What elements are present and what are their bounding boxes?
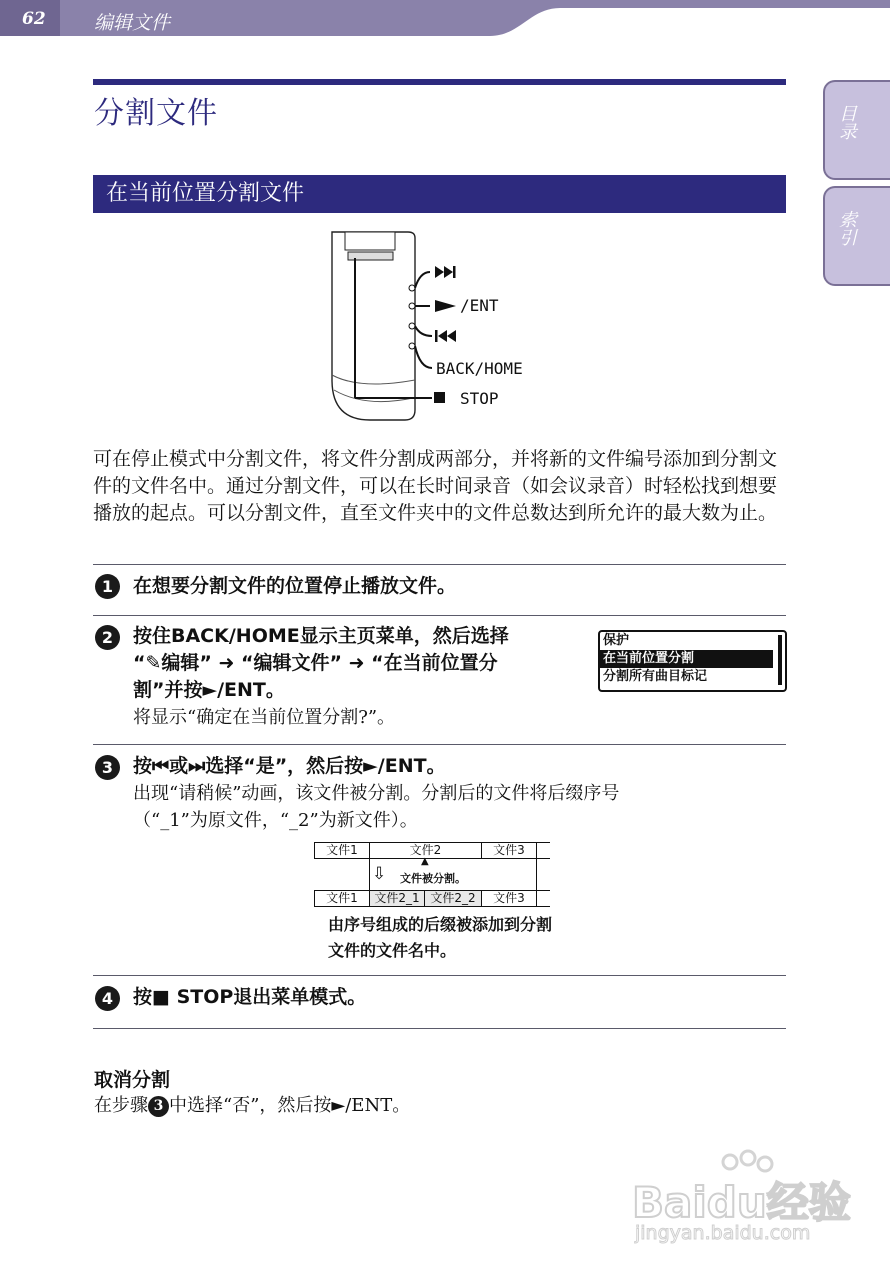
watermark-url: jingyan.baidu.com <box>635 1222 811 1244</box>
step-4-text: 按■ STOP退出菜单模式。 <box>133 986 367 1008</box>
label-play-ent: /ENT <box>460 296 499 315</box>
step-2-line1: 按住BACK/HOME显示主页菜单，然后选择 <box>133 625 509 647</box>
cancel-text <box>94 1092 410 1119</box>
file-cell: 文件3 <box>481 842 537 859</box>
tab-index[interactable] <box>823 186 890 286</box>
prev-icon <box>435 330 456 342</box>
diagram-caption-1: 由序号组成的后缀被添加到分割 <box>328 915 553 934</box>
menu-item: 保护 <box>603 633 630 648</box>
divider <box>93 615 786 616</box>
file-cell: 文件2 <box>369 842 482 859</box>
step-3-text: 按⏮或⏭选择“是”，然后按►/ENT。 <box>133 755 446 777</box>
divider <box>93 744 786 745</box>
cancel-heading: 取消分割 <box>94 1069 171 1091</box>
subheading: 在当前位置分割文件 <box>93 175 786 213</box>
file-cell: 文件3 <box>481 890 537 907</box>
file-cell: 文件2_1 <box>369 890 425 907</box>
divider <box>93 1028 786 1029</box>
step-1-text: 在想要分割文件的位置停止播放文件。 <box>133 575 457 597</box>
file-cell: 文件1 <box>314 842 370 859</box>
step-number-3: 3 <box>95 755 120 780</box>
step-2-line2: “✎编辑” ➜ “编辑文件” ➜ “在当前位置分 <box>133 652 498 674</box>
divider <box>93 975 786 976</box>
step-number-4: 4 <box>95 986 120 1011</box>
baidu-watermark <box>632 1148 852 1248</box>
step-2-line3: 割”并按►/ENT。 <box>133 679 285 701</box>
split-diagram: 文件1 文件2 文件3 ▲ ⇩ 文件被分割。 文件1 文件2_1 文件2_2 文件3 <box>314 842 554 912</box>
cancel-text-b: 中选择“否”，然后按►/ENT。 <box>169 1095 411 1116</box>
menu-item-selected: 在当前位置分割 <box>600 650 773 668</box>
cancel-text-a: 在步骤 <box>94 1095 148 1116</box>
diagram-caption-2: 文件的文件名中。 <box>328 941 457 960</box>
next-icon <box>435 266 456 278</box>
down-arrow-icon: ⇩ <box>372 864 387 884</box>
page-number: 62 <box>22 9 46 29</box>
play-icon <box>435 300 456 312</box>
tab-index-label: 索引 <box>836 210 857 246</box>
svg-text:STOP: STOP <box>460 389 499 408</box>
menu-item: 分割所有曲目标记 <box>603 669 708 684</box>
intro-paragraph: 可在停止模式中分割文件，将文件分割成两部分，并将新的文件编号添加到分割文件的文件名中。通过分割文件，可以在长时间录音（如会议录音）时轻松找到想要播放的起点。可以分割文件，直至文件夹中的文件总数达到所允许的最大数为止。 <box>93 448 778 524</box>
page-title: 分割文件 <box>94 96 218 131</box>
device-illustration <box>320 230 540 430</box>
step-number-2: 2 <box>95 625 120 650</box>
step-ref-badge: 3 <box>148 1096 169 1117</box>
step-2-note: 将显示“确定在当前位置分割?”。 <box>133 707 396 728</box>
divider <box>93 564 786 565</box>
label-back-home: BACK/HOME <box>436 359 523 378</box>
tab-contents[interactable] <box>823 80 890 180</box>
step-number-1: 1 <box>95 574 120 599</box>
tab-contents-label: 目录 <box>836 104 857 140</box>
step-3-note-1: 出现“请稍候”动画，该文件被分割。分割后的文件将后缀序号 <box>133 783 620 804</box>
watermark-brand: Baidu经验 <box>632 1178 851 1227</box>
arrow-label: 文件被分割。 <box>400 872 466 885</box>
file-cell: 文件1 <box>314 890 370 907</box>
scrollbar <box>778 635 782 685</box>
file-cell: 文件2_2 <box>424 890 482 907</box>
file-cell <box>536 842 550 859</box>
menu-screen <box>598 630 787 692</box>
file-cell <box>536 890 550 907</box>
step-3-note-2: （“_1”为原文件，“_2”为新文件）。 <box>133 810 418 831</box>
header-section-name: 编辑文件 <box>94 12 171 34</box>
title-rule <box>93 79 786 85</box>
